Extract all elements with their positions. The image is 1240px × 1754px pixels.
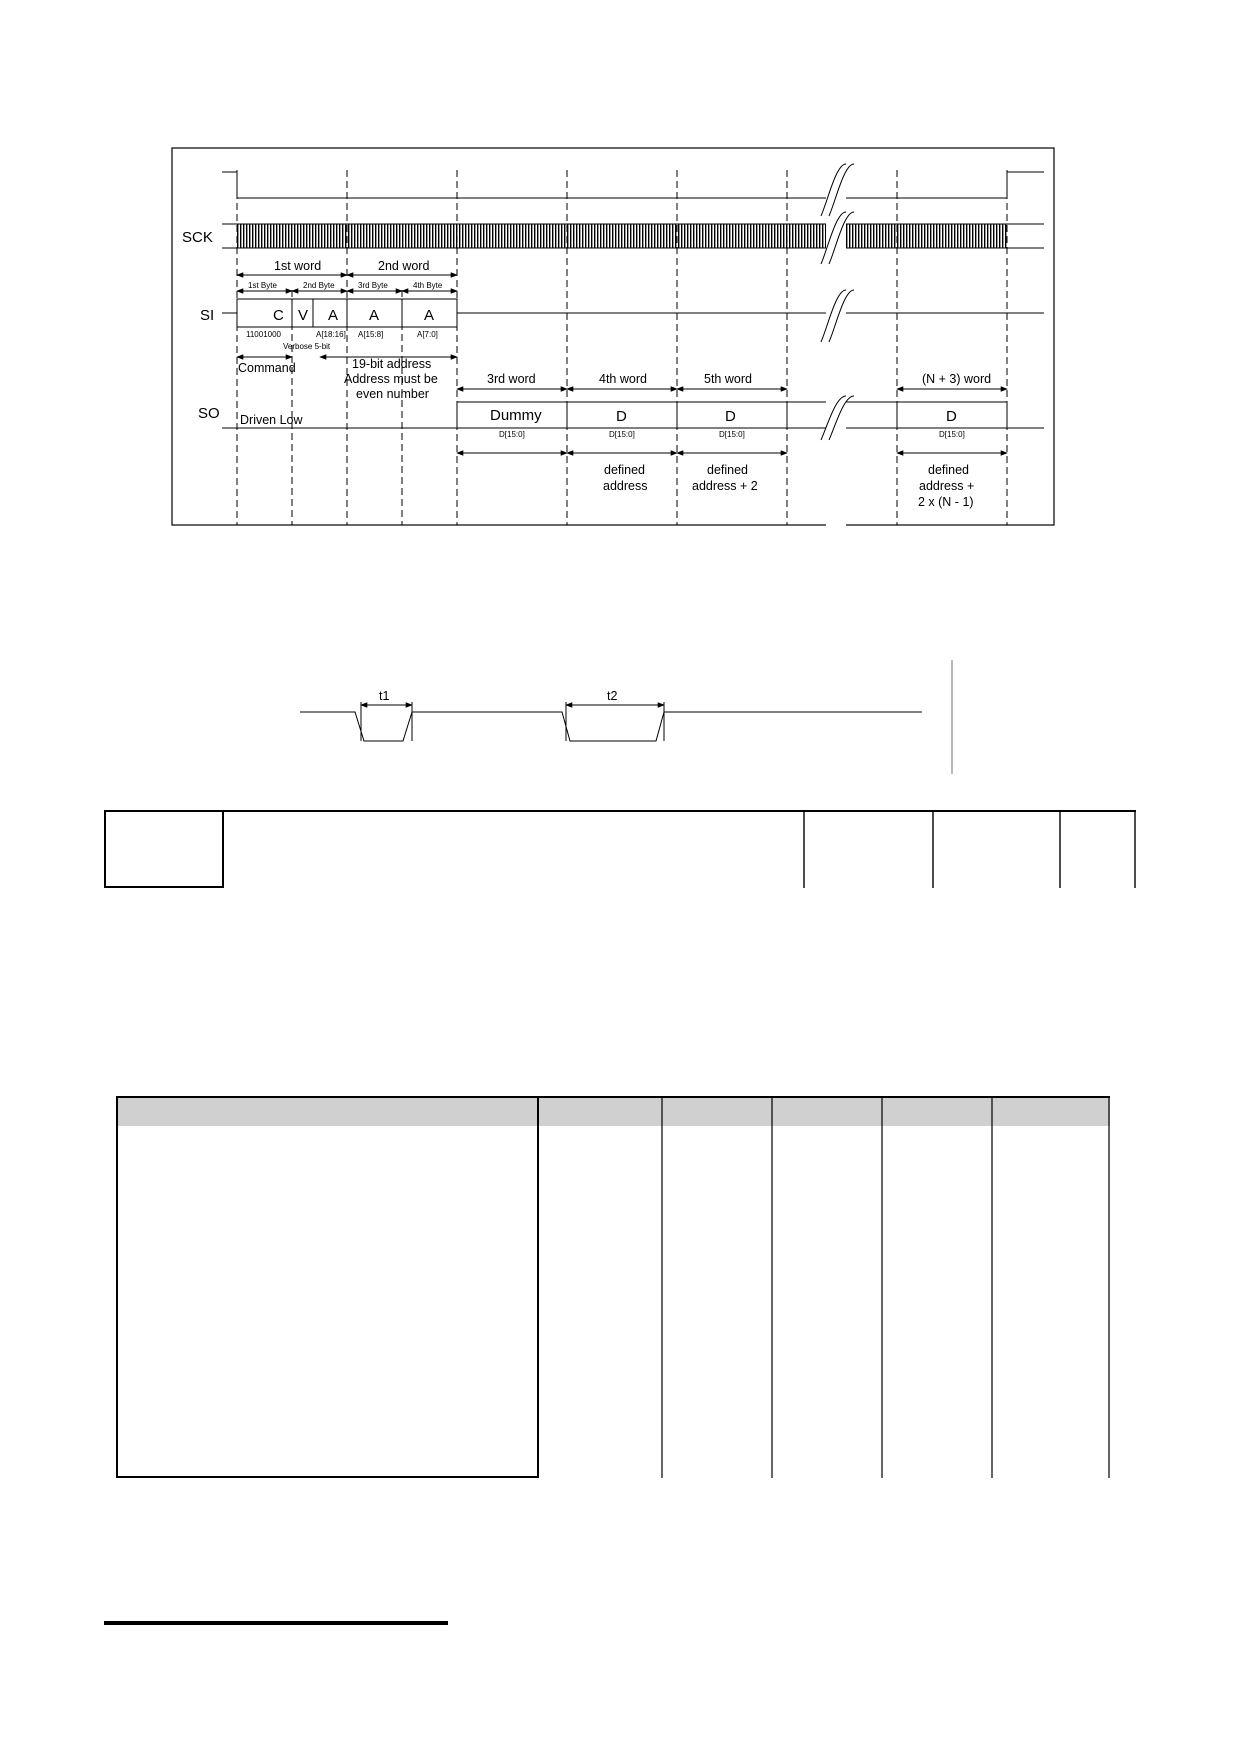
so-defined-n-line1: defined	[928, 463, 970, 477]
si-byte2-label: 2nd Byte	[303, 281, 335, 290]
si-field-v: V	[298, 307, 309, 324]
so-bits-n: D[15:0]	[939, 430, 965, 439]
so-word3-label: 3rd word	[487, 372, 536, 386]
so-bits-2: D[15:0]	[719, 430, 745, 439]
so-data-field-n: D	[946, 408, 957, 425]
si-byte1-label: 1st Byte	[248, 281, 277, 290]
si-verbose-note: Verbose 5-bit	[283, 342, 331, 351]
si-field-a-high: A	[328, 307, 339, 324]
si-byte4-label: 4th Byte	[413, 281, 443, 290]
si-word1-label: 1st word	[274, 259, 322, 273]
so-defined-1-line1: defined	[604, 463, 646, 477]
si-command-label: Command	[238, 361, 296, 375]
si-a15-8: A[15:8]	[358, 330, 384, 339]
so-data-field-1: D	[616, 408, 627, 425]
si-address-line1: 19-bit address	[352, 357, 432, 371]
so-defined-2-line2: address + 2	[692, 479, 758, 493]
so-defined-n-line2: address +	[919, 479, 975, 493]
header-table	[104, 810, 1136, 888]
sck-waveform	[182, 160, 1044, 560]
spi-timing-diagram	[0, 0, 1240, 560]
so-driven-low-label: Driven Low	[240, 413, 303, 427]
pulse-timing-diagram	[0, 640, 1240, 790]
so-word4-label: 4th word	[599, 372, 647, 386]
so-defined-1-line2: address	[603, 479, 648, 493]
si-field-a-low: A	[424, 307, 435, 324]
so-bits-1: D[15:0]	[609, 430, 635, 439]
pulse-t1-label: t1	[379, 689, 390, 703]
si-word2-label: 2nd word	[378, 259, 430, 273]
pulse-t2-label: t2	[607, 689, 618, 703]
so-defined-n-line3: 2 x (N - 1)	[918, 495, 974, 509]
so-bits-dummy: D[15:0]	[499, 430, 525, 439]
so-dummy-field: Dummy	[490, 407, 542, 424]
si-field-a-mid: A	[369, 307, 380, 324]
footnote-separator	[104, 1621, 448, 1625]
parameter-table	[116, 1096, 1110, 1478]
sck-label: SCK	[182, 229, 213, 246]
so-label: SO	[198, 405, 220, 422]
so-waveform	[198, 372, 1044, 509]
si-field-c: C	[273, 307, 284, 324]
si-address-line2: Address must be	[344, 372, 438, 386]
cs-waveform	[222, 172, 1044, 198]
so-wordn-label: (N + 3) word	[922, 372, 992, 386]
si-command-bits: 11001000	[246, 330, 281, 339]
so-word5-label: 5th word	[704, 372, 752, 386]
si-a18-16: A[18:16]	[316, 330, 346, 339]
so-data-field-2: D	[725, 408, 736, 425]
si-byte3-label: 3rd Byte	[358, 281, 388, 290]
si-a7-0: A[7:0]	[417, 330, 438, 339]
si-label: SI	[200, 307, 215, 324]
so-defined-2-line1: defined	[707, 463, 749, 477]
si-address-line3: even number	[356, 387, 429, 401]
